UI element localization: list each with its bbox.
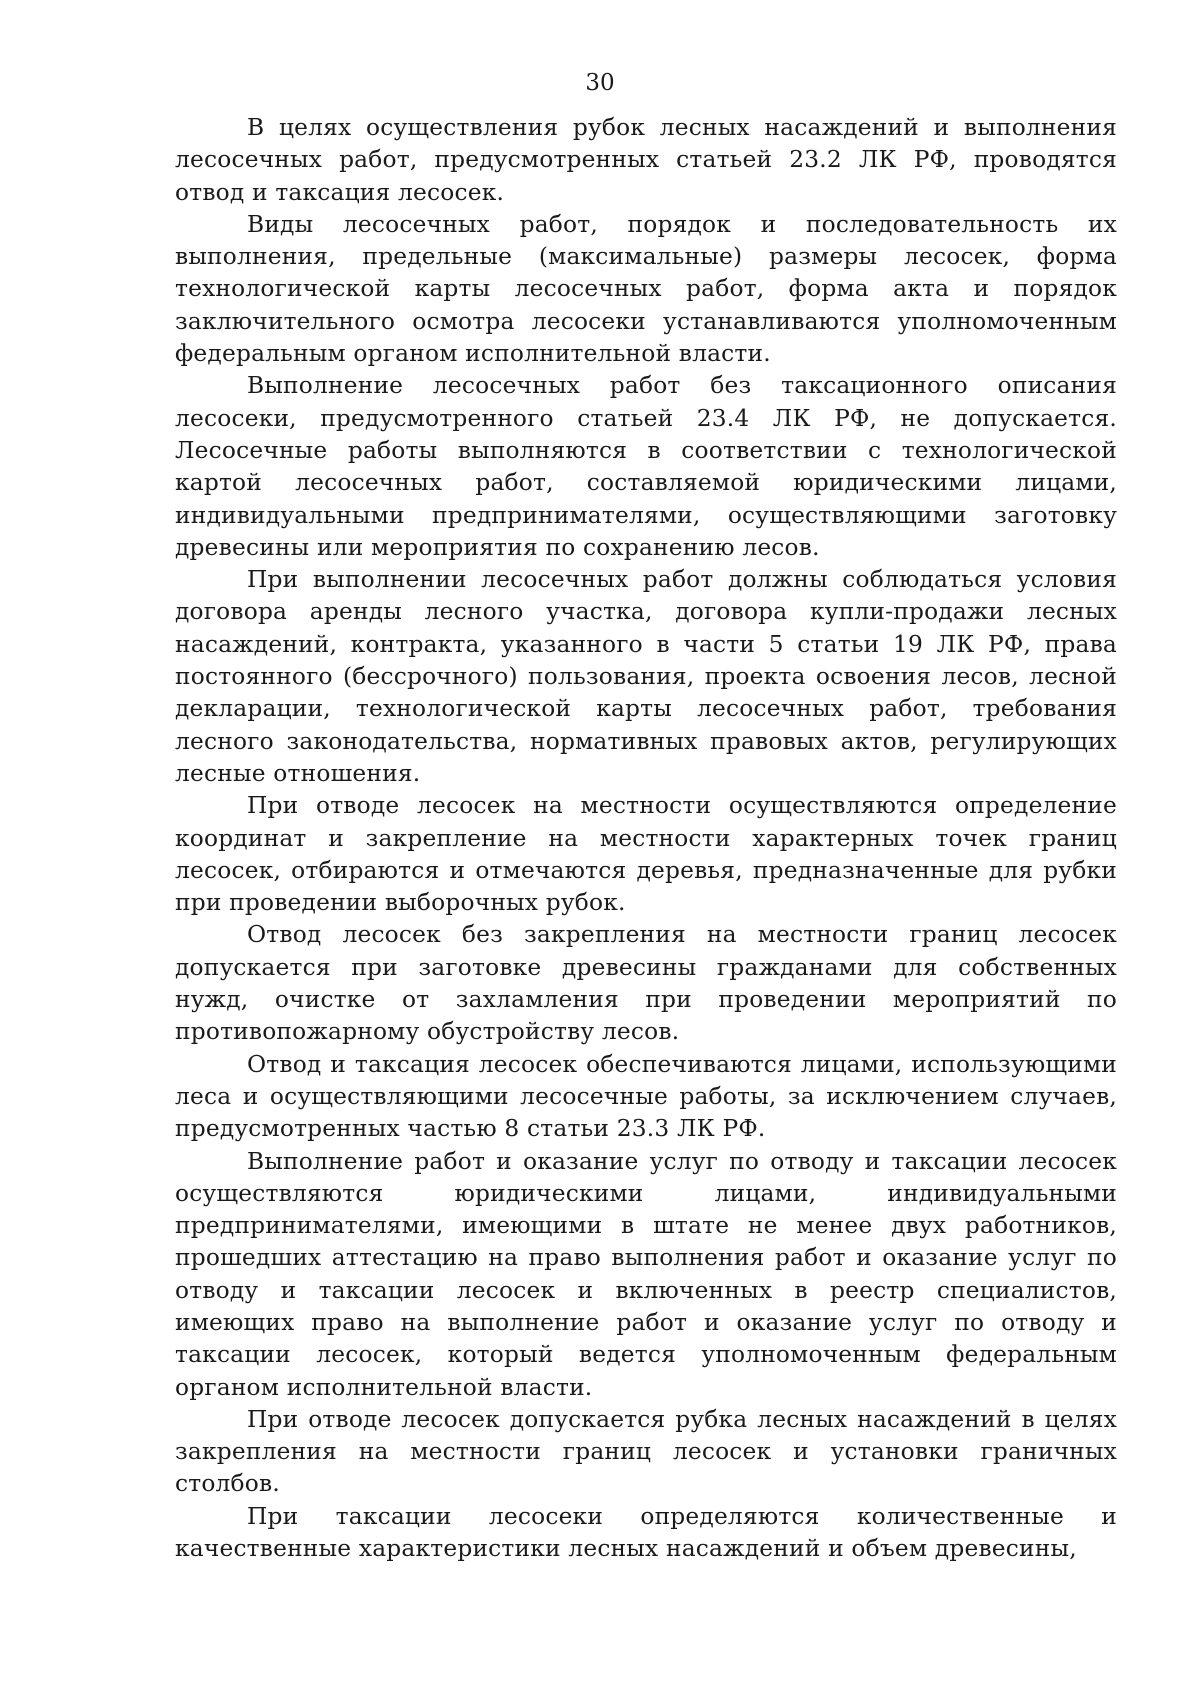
paragraph: При отводе лесосек на местности осуществляются определение координат и закрепление на местности характерных точек границ лесосек, отбираются и отмечаются деревья, предназначенные для рубки при проведении выборочных рубок. <box>175 792 1117 917</box>
document-body <box>175 112 1117 1565</box>
paragraph: Виды лесосечных работ, порядок и последовательность их выполнения, предельные (максимальные) размеры лесосек, форма технологической карты лесосечных работ, форма акта и порядок заключительного осмотра лесосеки устанавливаются уполномоченным федеральным органом исполнительной власти. <box>175 210 1117 368</box>
paragraph: Отвод и таксация лесосек обеспечиваются лицами, использующими леса и осуществляющими лесосечные работы, за исключением случаев, предусмотренных частью 8 статьи 23.3 ЛК РФ. <box>175 1050 1117 1143</box>
paragraph: При отводе лесосек допускается рубка лесных насаждений в целях закрепления на местности границ лесосек и установки граничных столбов. <box>175 1405 1117 1498</box>
paragraph: В целях осуществления рубок лесных насаждений и выполнения лесосечных работ, предусмотренных статьей 23.2 ЛК РФ, проводятся отвод и таксация лесосек. <box>175 114 1117 206</box>
page-number: 30 <box>585 70 615 96</box>
paragraph: При выполнении лесосечных работ должны соблюдаться условия договора аренды лесного участка, договора купли-продажи лесных насаждений, контракта, указанного в части 5 статьи 19 ЛК РФ, права постоянного (бессрочного) пользования, проекта освоения лесов, лесной декларации, технологической карты лесосечных работ, требования лесного законодательства, нормативных правовых актов, регулирующих лесные отношения. <box>175 566 1117 787</box>
paragraph: При таксации лесосеки определяются количественные и качественные характеристики лесных насаждений и объем древесины, <box>175 1502 1117 1563</box>
paragraph: Выполнение работ и оказание услуг по отводу и таксации лесосек осуществляются юридическими лицами, индивидуальными предпринимателями, имеющими в штате не менее двух работников, прошедших аттестацию на право выполнения работ и оказание услуг по отводу и таксации лесосек и включенных в реестр специалистов, имеющих право на выполнение работ и оказание услуг по отводу и таксации лесосек, который ведется уполномоченным федеральным органом исполнительной власти. <box>175 1147 1117 1401</box>
paragraph: Выполнение лесосечных работ без таксационного описания лесосеки, предусмотренного статьей 23.4 ЛК РФ, не допускается. Лесосечные работы выполняются в соответствии с технологической картой лесосечных работ, составляемой юридическими лицами, индивидуальными предпринимателями, осуществляющими заготовку древесины или мероприятия по сохранению лесов. <box>175 372 1117 561</box>
paragraph: Отвод лесосек без закрепления на местности границ лесосек допускается при заготовке древесины гражданами для собственных нужд, очистке от захламления при проведении мероприятий по противопожарному обустройству лесов. <box>175 921 1117 1046</box>
